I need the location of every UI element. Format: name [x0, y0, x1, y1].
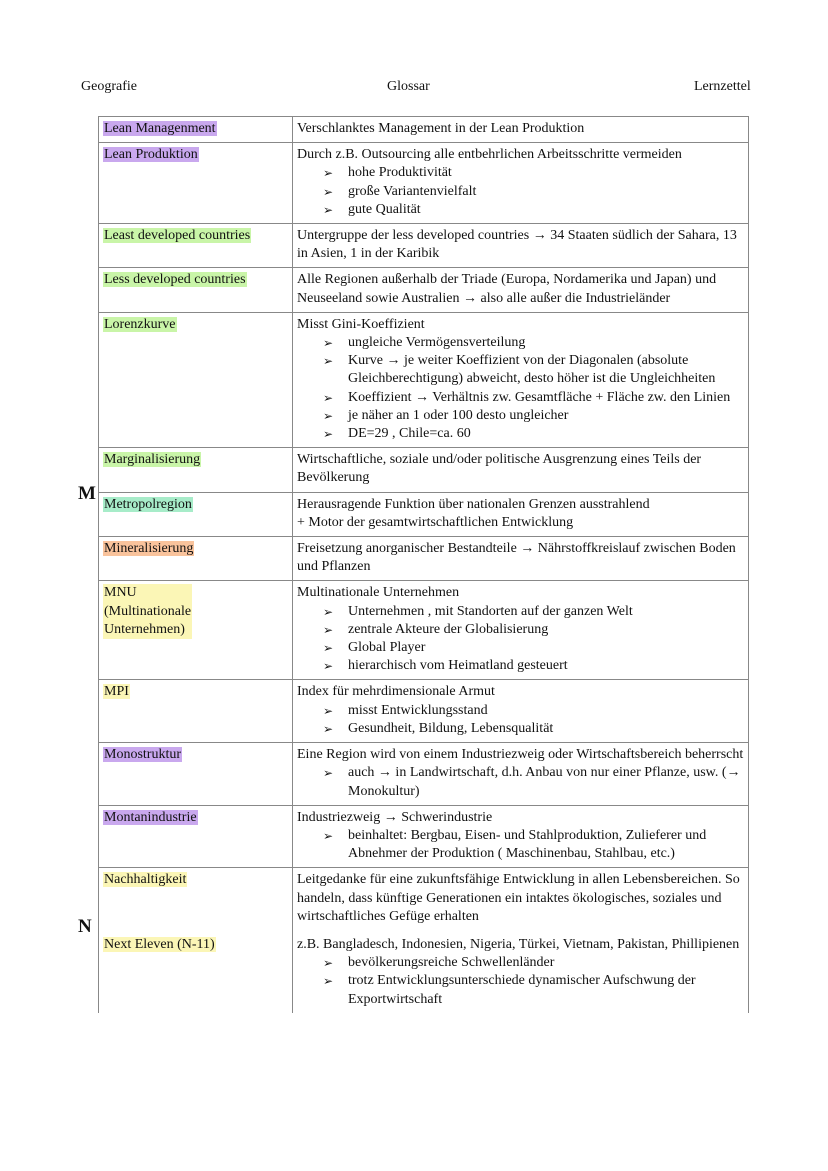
glossary-row: [99, 312, 749, 447]
glossary-row: [99, 117, 749, 143]
bullet-item: ➢ Global Player: [297, 639, 744, 657]
bullet-item: ➢ hierarchisch vom Heimatland gesteuert: [297, 657, 744, 675]
header-subject: Geografie: [81, 79, 137, 94]
bullet-item: ➢ Kurve → je weiter Koeffizient von der Diagonalen (absolute Gleichberechtigung) abweicht, desto höher ist die Ungleichheiten: [297, 352, 744, 388]
bullet-item: ➢ hohe Produktivität: [297, 164, 744, 182]
glossary-definition: Industriezweig → Schwerindustrie: [297, 809, 493, 825]
bullet-item: ➢ trotz Entwicklungsunterschiede dynamischer Aufschwung der Exportwirtschaft: [297, 972, 744, 1008]
glossary-definition: Multinationale Unternehmen: [297, 585, 460, 601]
bullet-list: [297, 702, 744, 738]
glossary-term: Montanindustrie: [104, 809, 197, 825]
glossary-definition: Leitgedanke für eine zukunftsfähige Entwicklung in allen Lebensbereichen. So handeln, dass künftige Generationen ein intaktes ökologisches, soziales und wirtschaftliches Gefüge erhalten: [297, 872, 740, 924]
glossary-row: [99, 448, 749, 492]
glossary-term: MNU (Multinationale Unternehmen): [103, 584, 192, 639]
bullet-item: ➢ ungleiche Vermögensverteilung: [297, 334, 744, 352]
glossary-definition: Index für mehrdimensionale Armut: [297, 684, 495, 700]
glossary-definition: Untergruppe der less developed countries → 34 Staaten südlich der Sahara, 13 in Asien, 1 in der Karibik: [297, 228, 737, 262]
glossary-row: [99, 680, 749, 743]
glossary-row: [99, 143, 749, 224]
bullet-item: ➢ Koeffizient → Verhältnis zw. Gesamtfläche + Fläche zw. den Linien: [297, 389, 744, 407]
bullet-item: ➢ je näher an 1 oder 100 desto ungleicher: [297, 407, 744, 425]
glossary-row: [99, 268, 749, 312]
header-title: Glossar: [387, 79, 430, 94]
bullet-list: [297, 764, 744, 800]
glossary-row: [99, 868, 749, 930]
glossary-row: [99, 805, 749, 868]
glossary-definition: Herausragende Funktion über nationalen Grenzen ausstrahlend + Motor der gesamtwirtschaftlichen Entwicklung: [297, 496, 650, 530]
section-letter-m: M: [78, 483, 96, 504]
bullet-item: ➢ gute Qualität: [297, 201, 744, 219]
glossary-definition: Alle Regionen außerhalb der Triade (Europa, Nordamerika und Japan) und Neuseeland sowie Australien → also alle außer die Industrieländer: [297, 272, 717, 306]
glossary-definition: Verschlanktes Management in der Lean Produktion: [297, 121, 585, 136]
bullet-item: ➢ zentrale Akteure der Globalisierung: [297, 621, 744, 639]
bullet-item: ➢ DE=29 , Chile=ca. 60: [297, 425, 744, 443]
glossary-term: Mineralisierung: [104, 541, 194, 557]
glossary-definition: z.B. Bangladesch, Indonesien, Nigeria, Türkei, Vietnam, Pakistan, Phillipienen: [297, 936, 740, 952]
glossary-definition: Durch z.B. Outsourcing alle entbehrlichen Arbeitsschritte vermeiden: [297, 147, 682, 163]
glossary-row: [99, 581, 749, 680]
bullet-item: ➢ auch → in Landwirtschaft, d.h. Anbau von nur einer Pflanze, usw. (→ Monokultur): [297, 764, 744, 800]
bullet-item: ➢ bevölkerungsreiche Schwellenländer: [297, 954, 744, 972]
glossary-row: [99, 537, 749, 581]
glossary-row: [99, 224, 749, 268]
glossary-term: Next Eleven (N-11): [104, 936, 215, 952]
glossary-definition: Misst Gini-Koeffizient: [297, 316, 425, 332]
glossary-term: Lean Managenment: [104, 121, 216, 136]
bullet-list: [297, 954, 744, 1009]
bullet-list: [297, 334, 744, 443]
glossary-term: Lean Produktion: [104, 147, 198, 163]
bullet-list: [297, 603, 744, 676]
section-letter-n: N: [78, 916, 92, 937]
glossary-table: [98, 116, 749, 1013]
glossary-row: [99, 492, 749, 536]
glossary-term: Monostruktur: [104, 747, 181, 763]
glossary-term: Nachhaltigkeit: [104, 872, 187, 888]
bullet-item: ➢ große Variantenvielfalt: [297, 183, 744, 201]
glossary-term: Marginalisierung: [104, 452, 201, 468]
glossary-term: Lorenzkurve: [104, 316, 176, 332]
bullet-item: ➢ Unternehmen , mit Standorten auf der ganzen Welt: [297, 603, 744, 621]
glossary-row: [99, 930, 749, 1013]
glossary-term: Least developed countries: [104, 228, 251, 244]
bullet-item: ➢ beinhaltet: Bergbau, Eisen- und Stahlproduktion, Zulieferer und Abnehmer der Produktion ( Maschinenbau, Stahlbau, etc.): [297, 827, 744, 863]
glossary-term: MPI: [104, 684, 129, 700]
bullet-item: ➢ misst Entwicklungsstand: [297, 702, 744, 720]
header-type: Lernzettel: [694, 79, 751, 94]
glossary-row: [99, 743, 749, 806]
bullet-list: [297, 827, 744, 863]
glossary-definition: Wirtschaftliche, soziale und/oder politische Ausgrenzung eines Teils der Bevölkerung: [297, 452, 702, 486]
glossary-definition: Eine Region wird von einem Industriezweig oder Wirtschaftsbereich beherrscht: [297, 747, 744, 763]
bullet-list: [297, 164, 744, 219]
bullet-item: ➢ Gesundheit, Bildung, Lebensqualität: [297, 720, 744, 738]
glossary-definition: Freisetzung anorganischer Bestandteile → Nährstoffkreislauf zwischen Boden und Pflanzen: [297, 541, 736, 575]
glossary-term: Less developed countries: [104, 272, 246, 288]
glossary-term: Metropolregion: [104, 496, 192, 512]
